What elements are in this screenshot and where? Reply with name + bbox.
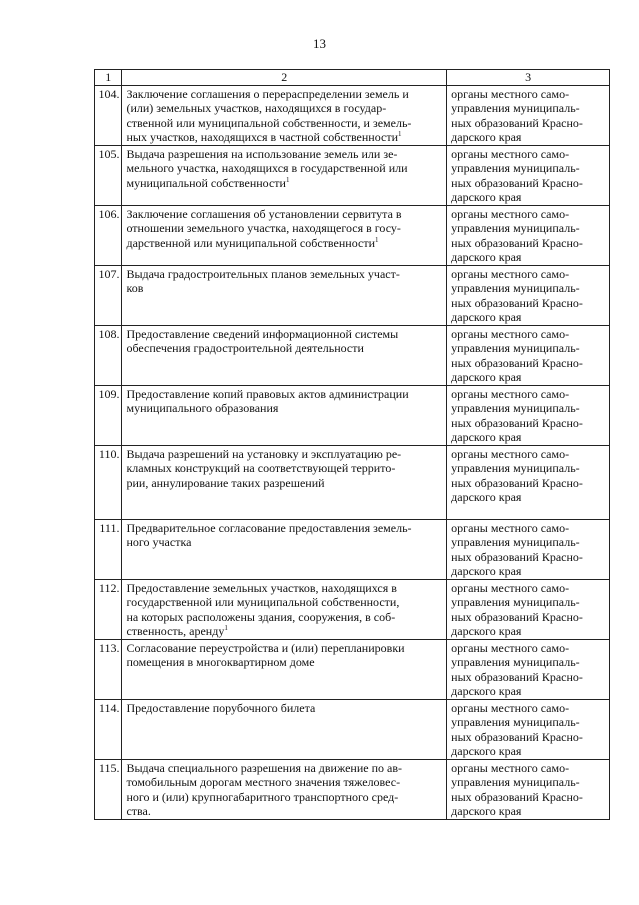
- service-name-line: [126, 595, 443, 610]
- authority-line: управления муниципаль-: [451, 281, 580, 295]
- authority-line: ных образований Красно-: [451, 415, 583, 430]
- service-name-text: муниципальной собственности: [126, 175, 286, 190]
- footnote-marker: 1: [375, 235, 379, 244]
- page-number: 13: [313, 36, 326, 51]
- authority-line: органы местного само-: [451, 86, 570, 101]
- authority-line: органы местного само-: [451, 146, 570, 161]
- row-number: 115.: [95, 759, 122, 819]
- service-name: [122, 519, 447, 579]
- service-name-line: [126, 610, 443, 625]
- service-name-line: [126, 761, 443, 776]
- responsible-authority: [447, 385, 610, 445]
- service-name-line: [126, 476, 443, 491]
- row-number: 114.: [95, 699, 122, 759]
- service-name-line: [126, 535, 443, 550]
- service-name-text: Выдача разрешений на установку и эксплуатацию ре-: [126, 446, 402, 461]
- service-name-text: ков: [126, 281, 144, 295]
- table-row: [95, 85, 610, 145]
- authority-line: управления муниципаль-: [451, 161, 580, 175]
- authority-line: управления муниципаль-: [451, 715, 580, 729]
- footnote-marker: 1: [398, 130, 402, 138]
- service-name-text: на которых расположены здания, сооружения, в соб-: [126, 609, 396, 624]
- service-name: [122, 759, 447, 819]
- header-col-2: 2: [122, 70, 447, 86]
- table-row: [95, 519, 610, 579]
- service-name: [122, 445, 447, 519]
- service-name: [122, 145, 447, 205]
- service-name-text: помещения в многоквартирном доме: [126, 655, 315, 669]
- authority-line: управления муниципаль-: [451, 535, 580, 549]
- service-name-line: [126, 387, 443, 402]
- table-row: [95, 639, 610, 699]
- service-name-text: Предоставление земельных участков, находящихся в: [126, 580, 397, 595]
- service-name-text: ного и (или) крупногабаритного транспортного сред-: [126, 789, 399, 804]
- row-number: 111.: [95, 519, 122, 579]
- authority-line: ных образований Красно-: [451, 475, 583, 490]
- responsible-authority: [447, 205, 610, 265]
- service-name-line: [126, 775, 443, 790]
- authority-line: органы местного само-: [451, 760, 570, 775]
- row-number: 104.: [95, 85, 122, 145]
- service-name: [122, 85, 447, 145]
- service-name-text: (или) земельных участков, находящихся в государ-: [126, 101, 387, 115]
- authority-line: органы местного само-: [451, 446, 570, 461]
- table-row: [95, 325, 610, 385]
- service-name-text: ственной или муниципальной собственности, и земель-: [126, 115, 412, 130]
- authority-line: дарского края: [451, 744, 522, 758]
- authority-line: ных образований Красно-: [451, 175, 583, 190]
- service-name: [122, 699, 447, 759]
- service-name-text: Согласование переустройства и (или) перепланировки: [126, 640, 405, 655]
- header-col-3: 3: [447, 70, 610, 86]
- authority-line: органы местного само-: [451, 700, 570, 715]
- service-name-text: томобильным дорогам местного значения тяжеловес-: [126, 775, 401, 789]
- authority-line: дарского края: [451, 490, 522, 504]
- service-name-line: [126, 130, 443, 145]
- service-name-line: [126, 327, 443, 342]
- authority-line: ных образований Красно-: [451, 355, 583, 370]
- service-name-text: Выдача градостроительных планов земельных участ-: [126, 266, 400, 281]
- service-name-line: [126, 521, 443, 536]
- service-name-text: Заключение соглашения об установлении сервитута в: [126, 206, 402, 221]
- table-row: [95, 759, 610, 819]
- service-name-line: [126, 655, 443, 670]
- table-row: [95, 385, 610, 445]
- authority-line: управления муниципаль-: [451, 461, 580, 475]
- responsible-authority: [447, 759, 610, 819]
- footnote-marker: 1: [285, 175, 290, 184]
- service-name-text: ного участка: [126, 535, 192, 549]
- authority-line: ных образований Красно-: [451, 295, 583, 310]
- service-name-line: [126, 267, 443, 282]
- table-row: [95, 699, 610, 759]
- authority-line: ных образований Красно-: [451, 789, 583, 804]
- service-name-text: обеспечения градостроительной деятельности: [126, 341, 364, 355]
- row-number: 108.: [95, 325, 122, 385]
- authority-line: управления муниципаль-: [451, 101, 580, 115]
- service-name-text: дарственной или муниципальной собственности: [126, 235, 375, 250]
- authority-line: ных образований Красно-: [451, 729, 583, 744]
- service-name: [122, 265, 447, 325]
- row-number: 106.: [95, 205, 122, 265]
- service-name-text: Выдача разрешения на использование земель или зе-: [126, 146, 398, 161]
- table-row: [95, 265, 610, 325]
- authority-line: дарского края: [451, 190, 522, 204]
- authority-line: органы местного само-: [451, 266, 570, 281]
- service-name-line: [126, 401, 443, 416]
- responsible-authority: [447, 699, 610, 759]
- service-name-line: [126, 87, 443, 102]
- authority-line: дарского края: [451, 624, 522, 638]
- authority-line: ных образований Красно-: [451, 609, 583, 624]
- service-name-text: ства.: [126, 804, 151, 818]
- service-name: [122, 639, 447, 699]
- responsible-authority: [447, 445, 610, 519]
- service-name: [122, 325, 447, 385]
- service-name-line: [126, 790, 443, 805]
- header-col-1: 1: [95, 70, 122, 86]
- authority-line: дарского края: [451, 370, 522, 384]
- service-name-line: [126, 701, 443, 716]
- row-number: 110.: [95, 445, 122, 519]
- authority-line: дарского края: [451, 684, 522, 698]
- authority-line: дарского края: [451, 564, 522, 578]
- authority-line: управления муниципаль-: [451, 401, 580, 415]
- authority-line: органы местного само-: [451, 206, 570, 221]
- row-number: 107.: [95, 265, 122, 325]
- service-name-text: государственной или муниципальной собственности,: [126, 595, 400, 609]
- service-name-line: [126, 116, 443, 131]
- service-name: [122, 205, 447, 265]
- service-name-text: муниципального образования: [126, 401, 279, 415]
- row-number: 113.: [95, 639, 122, 699]
- authority-line: ных образований Красно-: [451, 115, 583, 130]
- row-number: 105.: [95, 145, 122, 205]
- authority-line: органы местного само-: [451, 520, 570, 535]
- authority-line: ных образований Красно-: [451, 669, 583, 684]
- service-name-line: [126, 281, 443, 296]
- service-name-line: [126, 101, 443, 116]
- service-name-line: [126, 207, 443, 222]
- service-name-line: [126, 147, 443, 162]
- service-name-line: [126, 176, 443, 191]
- service-name: [122, 579, 447, 639]
- service-name-text: ных участков, находящихся в частной собственности: [126, 130, 399, 144]
- table-row: [95, 205, 610, 265]
- service-name-text: Предоставление сведений информационной системы: [126, 326, 399, 341]
- table-row: [95, 445, 610, 519]
- table-row: [95, 579, 610, 639]
- authority-line: управления муниципаль-: [451, 775, 580, 789]
- responsible-authority: [447, 85, 610, 145]
- service-name-line: [126, 461, 443, 476]
- authority-line: ных образований Красно-: [451, 549, 583, 564]
- authority-line: дарского края: [451, 130, 522, 144]
- service-name-text: ственность, аренду: [126, 624, 225, 638]
- service-name-line: [126, 236, 443, 251]
- service-name-line: [126, 161, 443, 176]
- table-row: [95, 145, 610, 205]
- service-name-line: [126, 221, 443, 236]
- service-name-line: [126, 804, 443, 819]
- service-name: [122, 385, 447, 445]
- service-name-line: [126, 641, 443, 656]
- authority-line: управления муниципаль-: [451, 341, 580, 355]
- responsible-authority: [447, 145, 610, 205]
- service-name-line: [126, 624, 443, 639]
- authority-line: управления муниципаль-: [451, 595, 580, 609]
- service-name-text: Предварительное согласование предоставления земель-: [126, 520, 412, 535]
- authority-line: дарского края: [451, 310, 522, 324]
- service-name-text: Предоставление порубочного билета: [126, 700, 316, 715]
- authority-line: органы местного само-: [451, 580, 570, 595]
- authority-line: ных образований Красно-: [451, 235, 583, 250]
- service-name-text: рии, аннулирование таких разрешений: [126, 475, 325, 490]
- responsible-authority: [447, 265, 610, 325]
- service-name-text: Предоставление копий правовых актов администрации: [126, 386, 409, 401]
- service-name-line: [126, 447, 443, 462]
- authority-line: управления муниципаль-: [451, 655, 580, 669]
- service-name-line: [126, 341, 443, 356]
- authority-line: органы местного само-: [451, 326, 570, 341]
- authority-line: дарского края: [451, 430, 522, 444]
- row-number: 112.: [95, 579, 122, 639]
- authority-line: дарского края: [451, 804, 522, 818]
- service-name-line: [126, 581, 443, 596]
- responsible-authority: [447, 639, 610, 699]
- authority-line: дарского края: [451, 250, 522, 264]
- table-header-row: [95, 70, 610, 86]
- responsible-authority: [447, 519, 610, 579]
- service-name-text: Выдача специального разрешения на движение по ав-: [126, 760, 403, 775]
- service-name-text: мельного участка, находящихся в государственной или: [126, 161, 408, 175]
- authority-line: органы местного само-: [451, 640, 570, 655]
- service-name-text: кламных конструкций на соответствующей террито-: [126, 461, 396, 475]
- service-name-text: отношении земельного участка, находящегося в госу-: [126, 221, 401, 235]
- footnote-marker: 1: [224, 624, 228, 632]
- authority-line: управления муниципаль-: [451, 221, 580, 235]
- row-number: 109.: [95, 385, 122, 445]
- service-name-text: Заключение соглашения о перераспределении земель и: [126, 86, 409, 101]
- authority-line: органы местного само-: [451, 386, 570, 401]
- responsible-authority: [447, 325, 610, 385]
- services-table: [94, 69, 610, 820]
- responsible-authority: [447, 579, 610, 639]
